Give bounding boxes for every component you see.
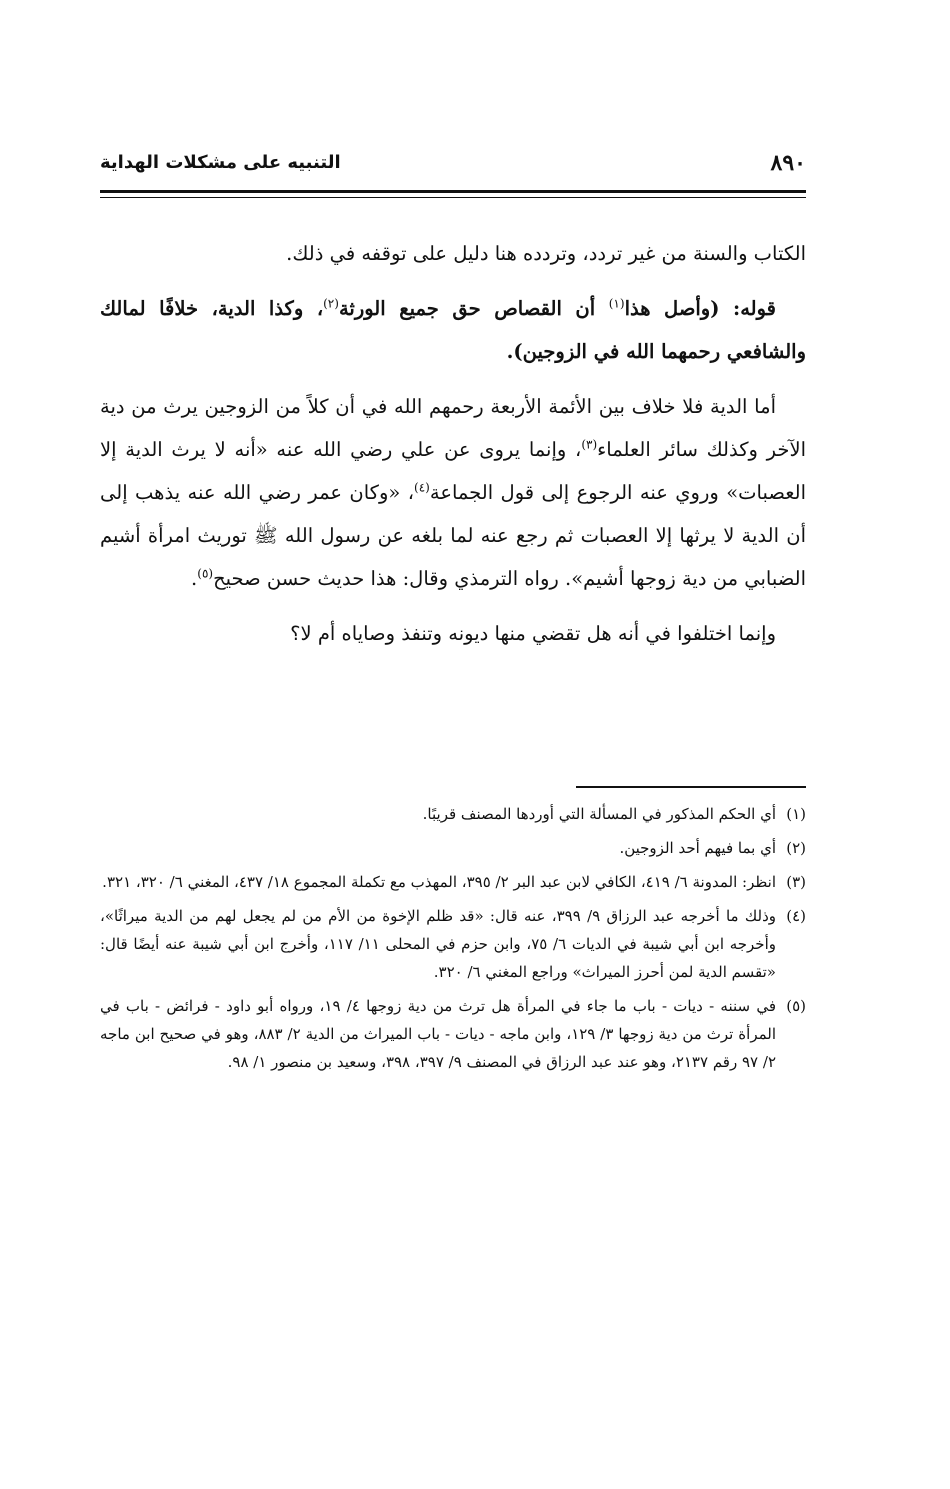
- footnote-text: أي بما فيهم أحد الزوجين.: [619, 839, 776, 857]
- footnote-text: انظر: المدونة ٦/ ٤١٩، الكافي لابن عبد البر ٢/ ٣٩٥، المهذب مع تكملة المجموع ١٨/ ٤٣٧، المغني ٦/ ٣٢٠، ٣٢١.: [102, 873, 776, 891]
- footnote-number: (٣): [786, 873, 806, 891]
- text-run: ، وإنما يروى عن علي رضي الله عنه «أنه لا يرث الدية إلا العصبات» وروي عنه الرجوع إلى قول الجماعة: [100, 438, 807, 504]
- footnote-ref: (٥): [197, 566, 214, 581]
- text-run: ، «وكان عمر رضي الله عنه يذهب إلى أن الدية لا يرثها إلا العصبات ثم رجع عنه لما بلغه عن رسول الله ﷺ توريث امرأة أشيم الضبابي من دية زوجها أشيم». رواه الترمذي وقال: هذا حديث حسن صحيح: [100, 481, 806, 590]
- footnote-text: أي الحكم المذكور في المسألة التي أوردها المصنف قريبًا.: [422, 805, 776, 823]
- paragraph: وإنما اختلفوا في أنه هل تقضي منها ديونه وتنفذ وصاياه أم لا؟: [290, 622, 776, 645]
- running-title: التنبيه على مشكلات الهداية: [100, 152, 341, 173]
- footnote-number: (٤): [786, 907, 806, 925]
- footnote-ref: (٣): [581, 437, 598, 452]
- footnote: [100, 834, 806, 862]
- footnote-text: وذلك ما أخرجه عبد الرزاق ٩/ ٣٩٩، عنه قال: «قد ظلم الإخوة من الأم من لم يجعل لهم من الدية ميراثًا»، وأخرجه ابن أبي شيبة في الديات ٦/ ٧٥، وابن حزم في المحلى ١١/ ١١٧، وأخرج ابن أبي شيبة عنه أيضًا قال: «تقسم الدية لمن أحرز الميراث» وراجع المغني ٦/ ٣٢٠.: [100, 907, 776, 981]
- quote-part: أن القصاص حق جميع الورثة: [338, 297, 609, 320]
- paragraph: [100, 385, 806, 600]
- quote-label: قوله: (: [710, 297, 776, 320]
- book-page: [100, 150, 807, 1071]
- continuation-line: الكتاب والسنة من غير تردد، وتردده هنا دليل على توقفه في ذلك.: [286, 242, 806, 265]
- quote-close: ).: [506, 340, 523, 363]
- footnotes: [100, 800, 806, 1082]
- page-header: [100, 150, 806, 186]
- main-text: [100, 232, 806, 655]
- footnote-ref: (١): [608, 296, 625, 311]
- footnote: [100, 902, 806, 986]
- text-run: .: [191, 567, 198, 590]
- footnote: [100, 800, 806, 828]
- footnote-ref: (٤): [414, 480, 430, 495]
- footnote-number: (١): [786, 805, 806, 823]
- quote-part: وأصل هذا: [624, 297, 711, 320]
- footnote-text: في سننه - ديات - باب ما جاء في المرأة هل ترث من دية زوجها ٤/ ١٩، ورواه أبو داود - فرائض - باب في المرأة ترث من دية زوجها ٣/ ١٢٩، وابن ماجه - ديات - باب الميراث من الدية ٢/ ٨٨٣، وهو في صحيح ابن ماجه ٢/ ٩٧ رقم ٢١٣٧، وهو عند عبد الرزاق في المصنف ٩/ ٣٩٧، ٣٩٨، وسعيد بن منصور ١/ ٩٨.: [100, 997, 777, 1071]
- page-number: ٨٩٠: [770, 150, 806, 176]
- footnote: [100, 868, 806, 896]
- footnote-number: (٢): [786, 839, 806, 857]
- text-run: أما الدية فلا خلاف بين الأئمة الأربعة رحمهم الله في أن كلاً من الزوجين يرث من دية الآخر وكذلك سائر العلماء: [100, 395, 806, 461]
- footnote-ref: (٢): [323, 296, 339, 311]
- header-rule-thick: [100, 190, 806, 193]
- quoted-statement: [100, 287, 806, 373]
- footnote-separator: [576, 786, 806, 788]
- footnote: [100, 992, 806, 1076]
- footnote-number: (٥): [786, 997, 806, 1015]
- quote-part: ، وكذا الدية، خلافًا لمالك والشافعي رحمهما الله في الزوجين: [100, 297, 806, 363]
- header-rule-thin: [100, 197, 806, 198]
